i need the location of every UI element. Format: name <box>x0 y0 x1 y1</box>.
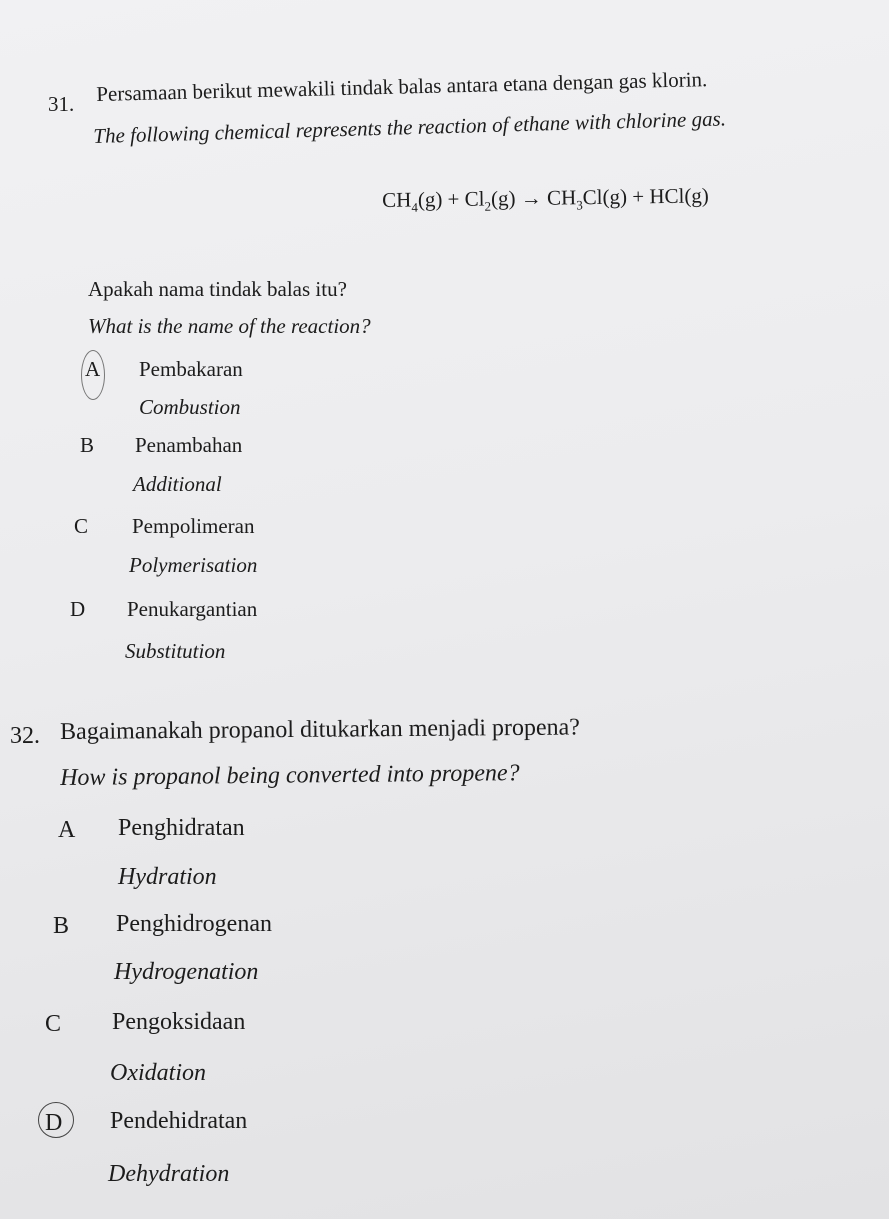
equation-term: (g) + Cl <box>417 186 485 212</box>
option-letter: B <box>53 913 70 939</box>
option-text-english: Oxidation <box>110 1060 206 1086</box>
question-text-malay: Bagaimanakah propanol ditukarkan menjadi propena? <box>60 714 581 745</box>
question-text-english: The following chemical represents the reaction of ethane with chlorine gas. <box>93 106 727 148</box>
option-text-malay: Penghidratan <box>118 815 245 841</box>
option-text-english: Combustion <box>139 395 241 419</box>
ask-text-malay: Apakah nama tindak balas itu? <box>88 277 347 301</box>
answer-circle-mark <box>81 350 105 400</box>
option-text-malay: Pengoksidaan <box>112 1009 246 1035</box>
equation-subscript: 3 <box>576 197 583 213</box>
question-number: 31. <box>48 92 75 116</box>
option-text-malay: Penambahan <box>135 433 243 457</box>
equation-subscript: 2 <box>484 198 492 214</box>
chemical-equation <box>382 183 709 216</box>
question-text-english: How is propanol being converted into propene? <box>60 760 520 791</box>
option-text-malay: Pembakaran <box>139 357 243 381</box>
question-number: 32. <box>10 723 40 749</box>
option-letter: D <box>70 597 86 621</box>
option-text-english: Substitution <box>125 639 226 663</box>
option-letter: A <box>58 817 76 843</box>
option-text-malay: Penghidrogenan <box>116 911 272 937</box>
option-letter: C <box>74 514 89 538</box>
equation-subscript: 4 <box>411 199 419 215</box>
equation-term: CH <box>382 187 412 212</box>
option-text-malay: Pendehidratan <box>110 1108 248 1134</box>
option-text-english: Polymerisation <box>129 553 258 577</box>
option-text-malay: Pempolimeran <box>132 514 255 538</box>
equation-term: (g) → CH <box>490 185 577 211</box>
option-text-english: Dehydration <box>108 1161 230 1187</box>
option-text-english: Hydration <box>118 864 217 890</box>
option-text-english: Hydrogenation <box>114 959 259 985</box>
answer-circle-mark <box>38 1102 74 1138</box>
option-letter: D <box>45 1110 63 1136</box>
option-letter: A <box>85 357 101 381</box>
equation-term: Cl(g) + HCl(g) <box>582 183 710 210</box>
question-text-malay: Persamaan berikut mewakili tindak balas antara etana dengan gas klorin. <box>96 67 708 106</box>
option-letter: B <box>80 433 95 457</box>
option-text-english: Additional <box>133 472 222 496</box>
ask-text-english: What is the name of the reaction? <box>88 314 371 338</box>
option-text-malay: Penukargantian <box>127 597 258 621</box>
option-letter: C <box>45 1011 62 1037</box>
